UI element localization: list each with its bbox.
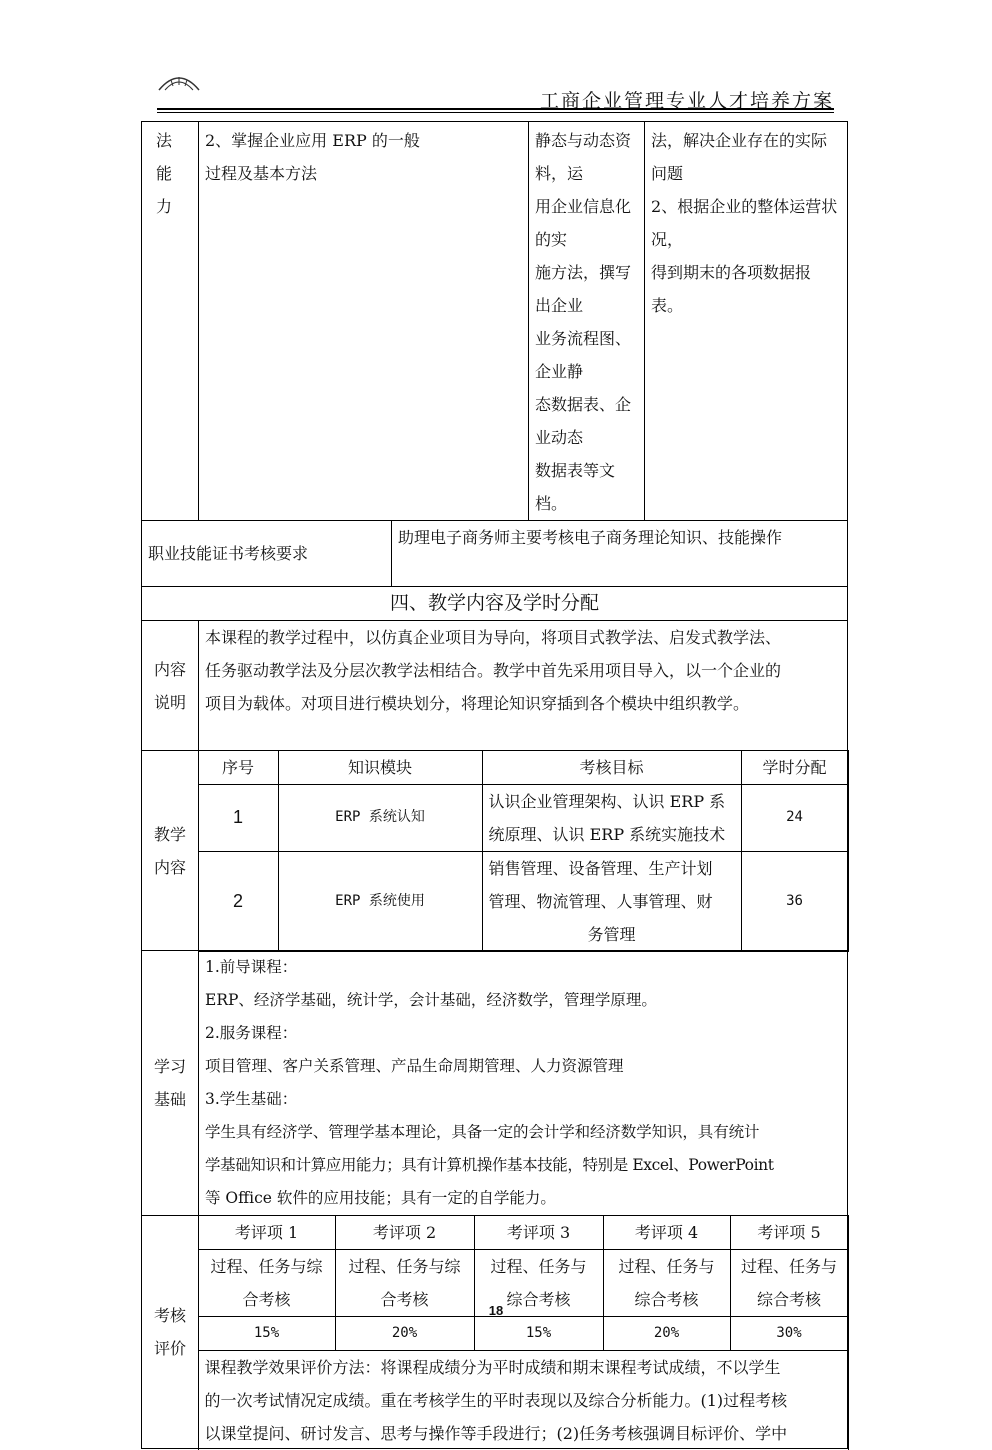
text-line: 1.前导课程： (205, 958, 298, 976)
ability-label-cell (142, 122, 199, 521)
ability-col3 (645, 122, 848, 521)
ability-text-line: 法，解决企业存在的实际问题 (651, 131, 828, 183)
assessment-item-pct: 15% (474, 1316, 603, 1350)
page-header (157, 70, 834, 110)
text-line: 学生具有经济学、管理学基本理论，具备一定的会计学和经济数学知识，具有统计 (205, 1123, 760, 1141)
ability-row (142, 122, 848, 521)
table-row (198, 851, 848, 951)
teaching-label (142, 751, 199, 951)
assessment-item-desc: 过程、任务与 综合考核 (730, 1249, 848, 1316)
header-rule-thin (157, 112, 834, 113)
teaching-table (198, 750, 849, 952)
ability-text-line: 态数据表、企业动态 (535, 395, 632, 447)
ability-text-line: 数据表等文档。 (535, 461, 616, 513)
section-title: 四、教学内容及学时分配 (142, 587, 848, 621)
content-desc-text (199, 621, 848, 751)
basis-label (142, 951, 199, 1216)
text-line: 本课程的教学过程中，以仿真企业项目为导向，将项目式教学法、启发式教学法、 (205, 628, 782, 647)
assessment-label (142, 1216, 199, 1449)
cert-label: 职业技能证书考核要求 (142, 521, 392, 587)
label-line: 教学 (153, 824, 186, 844)
assessment-header-row (198, 1215, 848, 1249)
curriculum-table (141, 121, 848, 1449)
ability-text-line: 过程及基本方法 (205, 164, 318, 183)
content-desc-row (142, 621, 848, 751)
row-goal (482, 851, 741, 951)
assessment-item-pct: 15% (198, 1316, 335, 1350)
col-header: 学时分配 (741, 750, 848, 784)
school-logo-icon (157, 72, 201, 92)
col-header: 序号 (198, 750, 278, 784)
row-module: ERP 系统认知 (278, 784, 482, 851)
text-line: 项目为载体。对项目进行模块划分，将理论知识穿插到各个模块中组织教学。 (205, 694, 750, 713)
assessment-item-pct: 30% (730, 1316, 848, 1350)
label-line: 内容 (153, 659, 186, 679)
assessment-item-desc: 过程、任务与 综合考核 (603, 1249, 730, 1316)
text-line: 的一次考试情况定成绩。重在考核学生的平时表现以及综合分析能力。(1)过程考核 (204, 1390, 788, 1410)
assessment-item-pct: 20% (603, 1316, 730, 1350)
ability-col2 (529, 122, 645, 521)
header-title: 工商企业管理专业人才培养方案 (539, 90, 834, 112)
text-line: 任务驱动教学法及分层次教学法相结合。教学中首先采用项目导入，以一个企业的 (205, 661, 782, 680)
ability-text-line: 2、掌握企业应用 ERP 的一般 (205, 131, 420, 150)
basis-text (199, 951, 848, 1216)
ability-text-line: 用企业信息化的实 (535, 197, 632, 249)
label-line: 考核 (153, 1306, 186, 1325)
cert-text: 助理电子商务师主要考核电子商务理论知识、技能操作 (392, 521, 848, 587)
goal-line: 管理、物流管理、人事管理、财 (488, 891, 713, 911)
row-goal (482, 784, 741, 851)
content-desc-label (142, 621, 199, 751)
label-line: 学习 (153, 1057, 186, 1076)
ability-label-char: 能 (155, 164, 172, 183)
label-line: 说明 (153, 692, 186, 712)
goal-line: 务管理 (587, 924, 636, 944)
assessment-method (198, 1350, 848, 1450)
text-line: 3.学生基础： (205, 1090, 298, 1108)
row-module: ERP 系统使用 (278, 851, 482, 951)
table-row (198, 784, 848, 851)
teaching-row (142, 751, 848, 951)
assessment-item-name: 考评项 1 (198, 1215, 335, 1249)
teaching-table-cell (199, 751, 848, 951)
goal-line: 认识企业管理架构、认识 ERP 系 (488, 791, 726, 811)
basis-row (142, 951, 848, 1216)
assessment-method-row (198, 1350, 848, 1450)
assessment-item-name: 考评项 4 (603, 1215, 730, 1249)
ability-text-line: 静态与动态资料，运 (535, 131, 632, 183)
col-header: 考核目标 (482, 750, 741, 784)
ability-col1 (199, 122, 529, 521)
text-line: 等 Office 软件的应用技能；具有一定的自学能力。 (205, 1189, 556, 1207)
ability-text-line: 施方法，撰写出企业 (535, 263, 632, 315)
assessment-item-name: 考评项 2 (335, 1215, 474, 1249)
label-line: 评价 (153, 1339, 186, 1358)
row-hours: 36 (741, 851, 848, 951)
page-number: 18 (488, 1303, 504, 1318)
col-header: 知识模块 (278, 750, 482, 784)
row-number: 2 (198, 851, 278, 951)
ability-text-line: 得到期末的各项数据报表。 (651, 263, 812, 315)
ability-text-line: 2、根据企业的整体运营状况， (651, 197, 838, 249)
assessment-item-desc: 过程、任务与综 合考核 (198, 1249, 335, 1316)
assessment-pct-row (198, 1316, 848, 1350)
assessment-item-pct: 20% (335, 1316, 474, 1350)
ability-label-char: 法 (155, 131, 172, 150)
teaching-header-row (198, 750, 848, 784)
assessment-cell (199, 1216, 848, 1449)
header-rule (157, 108, 834, 110)
text-line: ERP、经济学基础，统计学，会计基础，经济数学，管理学原理。 (205, 991, 657, 1009)
goal-line: 销售管理、设备管理、生产计划 (488, 858, 713, 878)
text-line: 以课堂提问、研讨发言、思考与操作等手段进行；(2)任务考核强调目标评价、学中 (204, 1423, 788, 1443)
ability-label-char: 力 (155, 197, 172, 216)
assessment-row (142, 1216, 848, 1449)
assessment-table (198, 1215, 849, 1450)
assessment-item-desc: 过程、任务与综 合考核 (335, 1249, 474, 1316)
row-hours: 24 (741, 784, 848, 851)
assessment-item-name: 考评项 5 (730, 1215, 848, 1249)
text-line: 课程教学效果评价方法：将课程成绩分为平时成绩和期末课程考试成绩，不以学生 (204, 1357, 781, 1377)
text-line: 项目管理、客户关系管理、产品生命周期管理、人力资源管理 (205, 1057, 624, 1075)
ability-text-line: 业务流程图、企业静 (535, 329, 632, 381)
text-line: 2.服务课程： (205, 1024, 298, 1042)
assessment-item-desc: 过程、任务与 综合考核 (474, 1249, 603, 1316)
section-title-row (142, 587, 848, 621)
label-line: 内容 (153, 857, 186, 877)
cert-row (142, 521, 848, 587)
assessment-item-name: 考评项 3 (474, 1215, 603, 1249)
text-line: 学基础知识和计算应用能力；具有计算机操作基本技能，特别是 Excel、PowerPoint (205, 1156, 774, 1174)
goal-line: 统原理、认识 ERP 系统实施技术 (488, 824, 726, 844)
label-line: 基础 (153, 1090, 186, 1109)
row-number: 1 (198, 784, 278, 851)
